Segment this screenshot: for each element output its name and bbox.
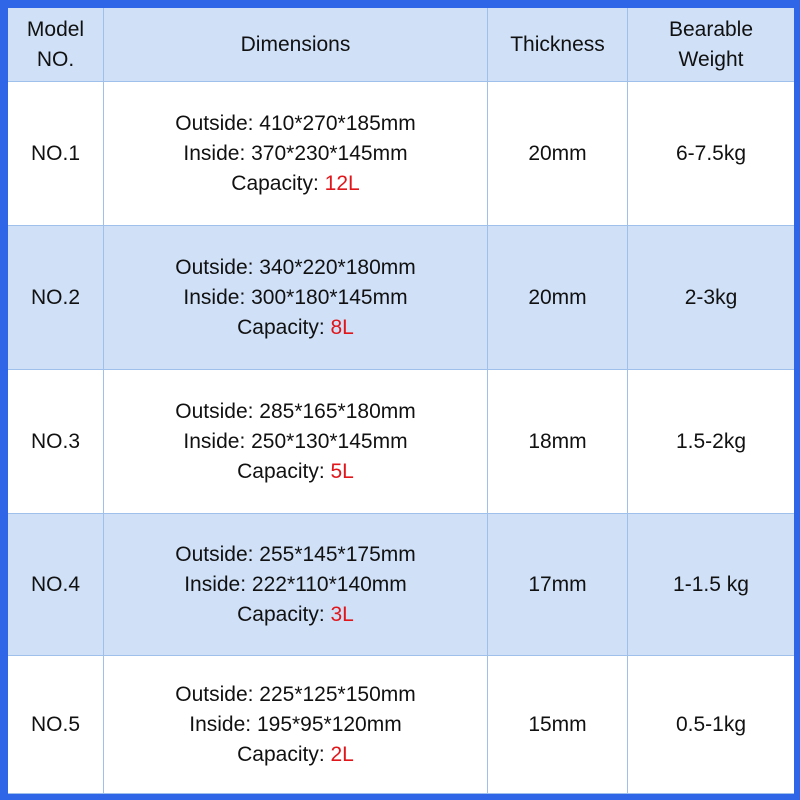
- model-cell: NO.3: [8, 370, 104, 514]
- header-row: [8, 8, 794, 82]
- capacity-value: 2L: [330, 742, 354, 766]
- weight-cell: 0.5-1kg: [628, 656, 794, 794]
- dimensions-cell: [104, 656, 488, 794]
- weight-cell: 1-1.5 kg: [628, 514, 794, 656]
- table-row: [8, 514, 794, 656]
- header-weight-line1: Bearable: [668, 17, 754, 41]
- capacity-label: Capacity:: [237, 459, 331, 483]
- outside-dimensions: Outside: 340*220*180mm: [175, 255, 416, 279]
- header-model-line2: NO.: [36, 47, 75, 71]
- thickness-cell: 15mm: [488, 656, 628, 794]
- model-cell: NO.4: [8, 514, 104, 656]
- table-row: [8, 370, 794, 514]
- thickness-cell: 20mm: [488, 82, 628, 226]
- capacity-value: 5L: [330, 459, 354, 483]
- weight-cell: 2-3kg: [628, 226, 794, 370]
- capacity-value: 12L: [324, 171, 360, 195]
- capacity-line: [104, 169, 487, 199]
- table-row: [8, 82, 794, 226]
- capacity-label: Capacity:: [231, 171, 325, 195]
- header-weight-line2: Weight: [678, 47, 744, 71]
- model-cell: NO.5: [8, 656, 104, 794]
- outside-dimensions: Outside: 285*165*180mm: [175, 399, 416, 423]
- dimensions-cell: [104, 514, 488, 656]
- inside-dimensions: Inside: 195*95*120mm: [189, 712, 402, 736]
- thickness-cell: 17mm: [488, 514, 628, 656]
- spec-table: [8, 8, 794, 794]
- capacity-value: 3L: [330, 602, 354, 626]
- header-thickness: Thickness: [488, 8, 628, 82]
- inside-dimensions: Inside: 222*110*140mm: [184, 572, 407, 596]
- capacity-label: Capacity:: [237, 742, 331, 766]
- capacity-value: 8L: [330, 315, 354, 339]
- outside-dimensions: Outside: 255*145*175mm: [175, 542, 416, 566]
- header-dimensions: Dimensions: [104, 8, 488, 82]
- header-weight: [628, 8, 794, 82]
- inside-dimensions: Inside: 300*180*145mm: [183, 285, 408, 309]
- inside-dimensions: Inside: 250*130*145mm: [183, 429, 408, 453]
- dimensions-cell: [104, 82, 488, 226]
- model-cell: NO.1: [8, 82, 104, 226]
- capacity-label: Capacity:: [237, 602, 331, 626]
- outside-dimensions: Outside: 410*270*185mm: [175, 111, 416, 135]
- header-model-line1: Model: [26, 17, 85, 41]
- thickness-cell: 20mm: [488, 226, 628, 370]
- table-header: [8, 8, 794, 82]
- header-model: [8, 8, 104, 82]
- weight-cell: 6-7.5kg: [628, 82, 794, 226]
- thickness-cell: 18mm: [488, 370, 628, 514]
- capacity-line: [104, 313, 487, 343]
- dimensions-cell: [104, 370, 488, 514]
- table-row: [8, 226, 794, 370]
- capacity-line: [104, 740, 487, 770]
- weight-cell: 1.5-2kg: [628, 370, 794, 514]
- outside-dimensions: Outside: 225*125*150mm: [175, 682, 416, 706]
- capacity-line: [104, 457, 487, 487]
- capacity-label: Capacity:: [237, 315, 331, 339]
- dimensions-cell: [104, 226, 488, 370]
- table-body: [8, 82, 794, 794]
- inside-dimensions: Inside: 370*230*145mm: [183, 141, 408, 165]
- model-cell: NO.2: [8, 226, 104, 370]
- capacity-line: [104, 600, 487, 630]
- table-row: [8, 656, 794, 794]
